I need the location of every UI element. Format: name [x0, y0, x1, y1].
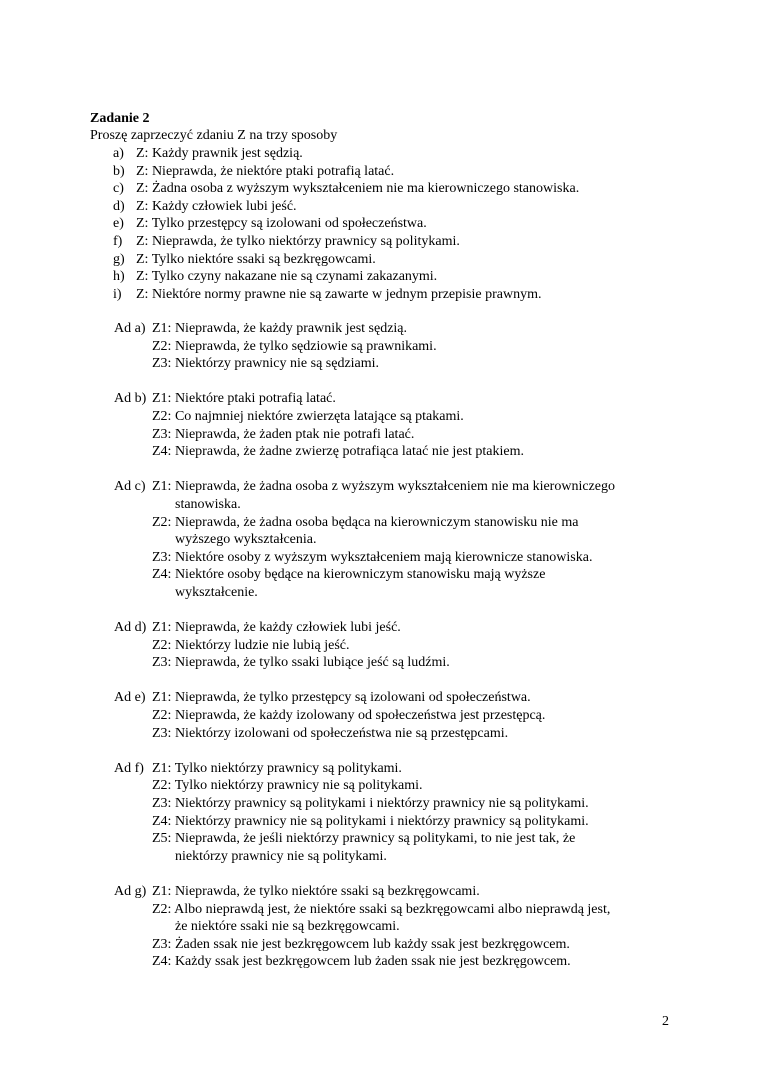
- statement-text: Z: Nieprawda, że niektóre ptaki potrafią latać.: [136, 163, 395, 179]
- negation-z4: Z4: Niektóre osoby będące na kierowniczym stanowisku mają wyższe: [152, 567, 546, 583]
- statement-text: Z: Tylko przestępcy są izolowani od społeczeństwa.: [136, 216, 427, 232]
- statement-text: Z: Tylko niektóre ssaki są bezkręgowcami.: [136, 251, 376, 267]
- negation-z5: Z5: Nieprawda, że jeśli niektórzy prawnicy są politykami, to nie jest tak, że: [152, 831, 576, 847]
- statement-letter: b): [113, 163, 125, 179]
- negation-z4: Z4: Niektórzy prawnicy nie są politykami i niektórzy prawnicy są politykami.: [152, 813, 589, 829]
- task-title: Zadanie 2: [90, 111, 150, 126]
- negation-z1: Z1: Nieprawda, że żadna osoba z wyższym wykształceniem nie ma kierowniczego: [152, 479, 615, 495]
- answers-section: [114, 320, 674, 989]
- negation-z4: Z4: Nieprawda, że żadne zwierzę potrafiąca latać nie jest ptakiem.: [152, 444, 524, 460]
- statement-item: [113, 215, 579, 233]
- negation-z2: Z2: Niektórzy ludzie nie lubią jeść.: [152, 637, 350, 653]
- statement-list: [113, 145, 579, 303]
- negation-z3: Z3: Niektórzy prawnicy nie są sędziami.: [152, 356, 380, 372]
- statement-item: [113, 268, 579, 286]
- negation-z1: Z1: Nieprawda, że tylko niektóre ssaki są bezkręgowcami.: [152, 884, 480, 899]
- negation-z1: Z1: Nieprawda, że każdy prawnik jest sędzią.: [152, 321, 408, 336]
- answer-label: Ad b): [114, 391, 147, 407]
- answer-label: Ad c): [114, 479, 146, 495]
- statement-letter: d): [113, 198, 125, 214]
- statement-letter: e): [113, 216, 124, 232]
- statement-item: [113, 145, 579, 163]
- statement-letter: a): [113, 146, 124, 161]
- statement-text: Z: Tylko czyny nakazane nie są czynami zakazanymi.: [136, 269, 438, 285]
- task-instruction: Proszę zaprzeczyć zdaniu Z na trzy sposoby: [90, 128, 338, 143]
- statement-letter: i): [113, 286, 122, 302]
- negation-z3: Z3: Nieprawda, że żaden ptak nie potrafi latać.: [152, 426, 415, 442]
- answer-block-a: [114, 320, 674, 373]
- negation-z3: Z3: Niektóre osoby z wyższym wykształceniem mają kierownicze stanowiska.: [152, 549, 593, 565]
- statement-item: [113, 180, 579, 198]
- answer-block-c: [114, 478, 674, 601]
- negation-z3: Z3: Niektórzy prawnicy są politykami i niektórzy prawnicy nie są politykami.: [152, 796, 589, 812]
- negation-z3: Z3: Nieprawda, że tylko ssaki lubiące jeść są ludźmi.: [152, 655, 450, 671]
- answer-label: Ad f): [114, 760, 144, 776]
- page-number: 2: [662, 1014, 669, 1029]
- answer-label: Ad d): [114, 620, 147, 636]
- answer-block-d: [114, 619, 674, 672]
- statement-item: [113, 163, 579, 181]
- answer-block-g: [114, 883, 674, 971]
- negation-z2: Z2: Nieprawda, że tylko sędziowie są prawnikami.: [152, 338, 437, 354]
- negation-z2: Z2: Nieprawda, że każdy izolowany od społeczeństwa jest przestępcą.: [152, 708, 546, 724]
- answer-block-e: [114, 689, 674, 742]
- statement-text: Z: Każdy człowiek lubi jeść.: [136, 198, 297, 214]
- statement-letter: c): [113, 181, 124, 197]
- statement-letter: f): [113, 233, 123, 249]
- negation-z2: Z2: Albo nieprawdą jest, że niektóre ssaki są bezkręgowcami albo nieprawdą jest,: [152, 901, 611, 917]
- negation-z1: Z1: Tylko niektórzy prawnicy są politykami.: [152, 760, 402, 776]
- statement-text: Z: Żadna osoba z wyższym wykształceniem nie ma kierowniczego stanowiska.: [136, 181, 580, 197]
- answer-label: Ad e): [114, 690, 146, 706]
- statement-item: [113, 251, 579, 269]
- answer-label: Ad a): [114, 321, 146, 336]
- negation-z1: Z1: Nieprawda, że każdy człowiek lubi jeść.: [152, 620, 401, 636]
- statement-item: [113, 233, 579, 251]
- statement-letter: h): [113, 269, 125, 285]
- negation-z1: Z1: Niektóre ptaki potrafią latać.: [152, 391, 336, 407]
- negation-z1: Z1: Nieprawda, że tylko przestępcy są izolowani od społeczeństwa.: [152, 690, 531, 706]
- negation-z4-continuation: wykształcenie.: [175, 584, 258, 600]
- negation-z2: Z2: Co najmniej niektóre zwierzęta latające są ptakami.: [152, 408, 464, 424]
- negation-z3: Z3: Niektórzy izolowani od społeczeństwa nie są przestępcami.: [152, 725, 509, 741]
- statement-text: Z: Każdy prawnik jest sędzią.: [136, 146, 303, 161]
- statement-item: [113, 198, 579, 216]
- negation-z4: Z4: Każdy ssak jest bezkręgowcem lub żaden ssak nie jest bezkręgowcem.: [152, 954, 571, 970]
- answer-block-f: [114, 760, 674, 866]
- negation-z2-continuation: że niektóre ssaki nie są bezkręgowcami.: [175, 919, 400, 935]
- statement-letter: g): [113, 251, 125, 267]
- statement-text: Z: Nieprawda, że tylko niektórzy prawnicy są politykami.: [136, 233, 460, 249]
- negation-z2-continuation: wyższego wykształcenia.: [175, 532, 317, 548]
- negation-z2: Z2: Nieprawda, że żadna osoba będąca na kierowniczym stanowisku nie ma: [152, 514, 579, 530]
- answer-label: Ad g): [114, 884, 147, 899]
- statement-text: Z: Niektóre normy prawne nie są zawarte w jednym przepisie prawnym.: [136, 286, 542, 302]
- negation-z3: Z3: Żaden ssak nie jest bezkręgowcem lub każdy ssak jest bezkręgowcem.: [152, 936, 570, 952]
- negation-z2: Z2: Tylko niektórzy prawnicy nie są politykami.: [152, 778, 423, 794]
- negation-z5-continuation: niektórzy prawnicy nie są politykami.: [175, 848, 387, 864]
- negation-z1-continuation: stanowiska.: [175, 496, 241, 512]
- statement-item: [113, 286, 579, 304]
- answer-block-b: [114, 390, 674, 460]
